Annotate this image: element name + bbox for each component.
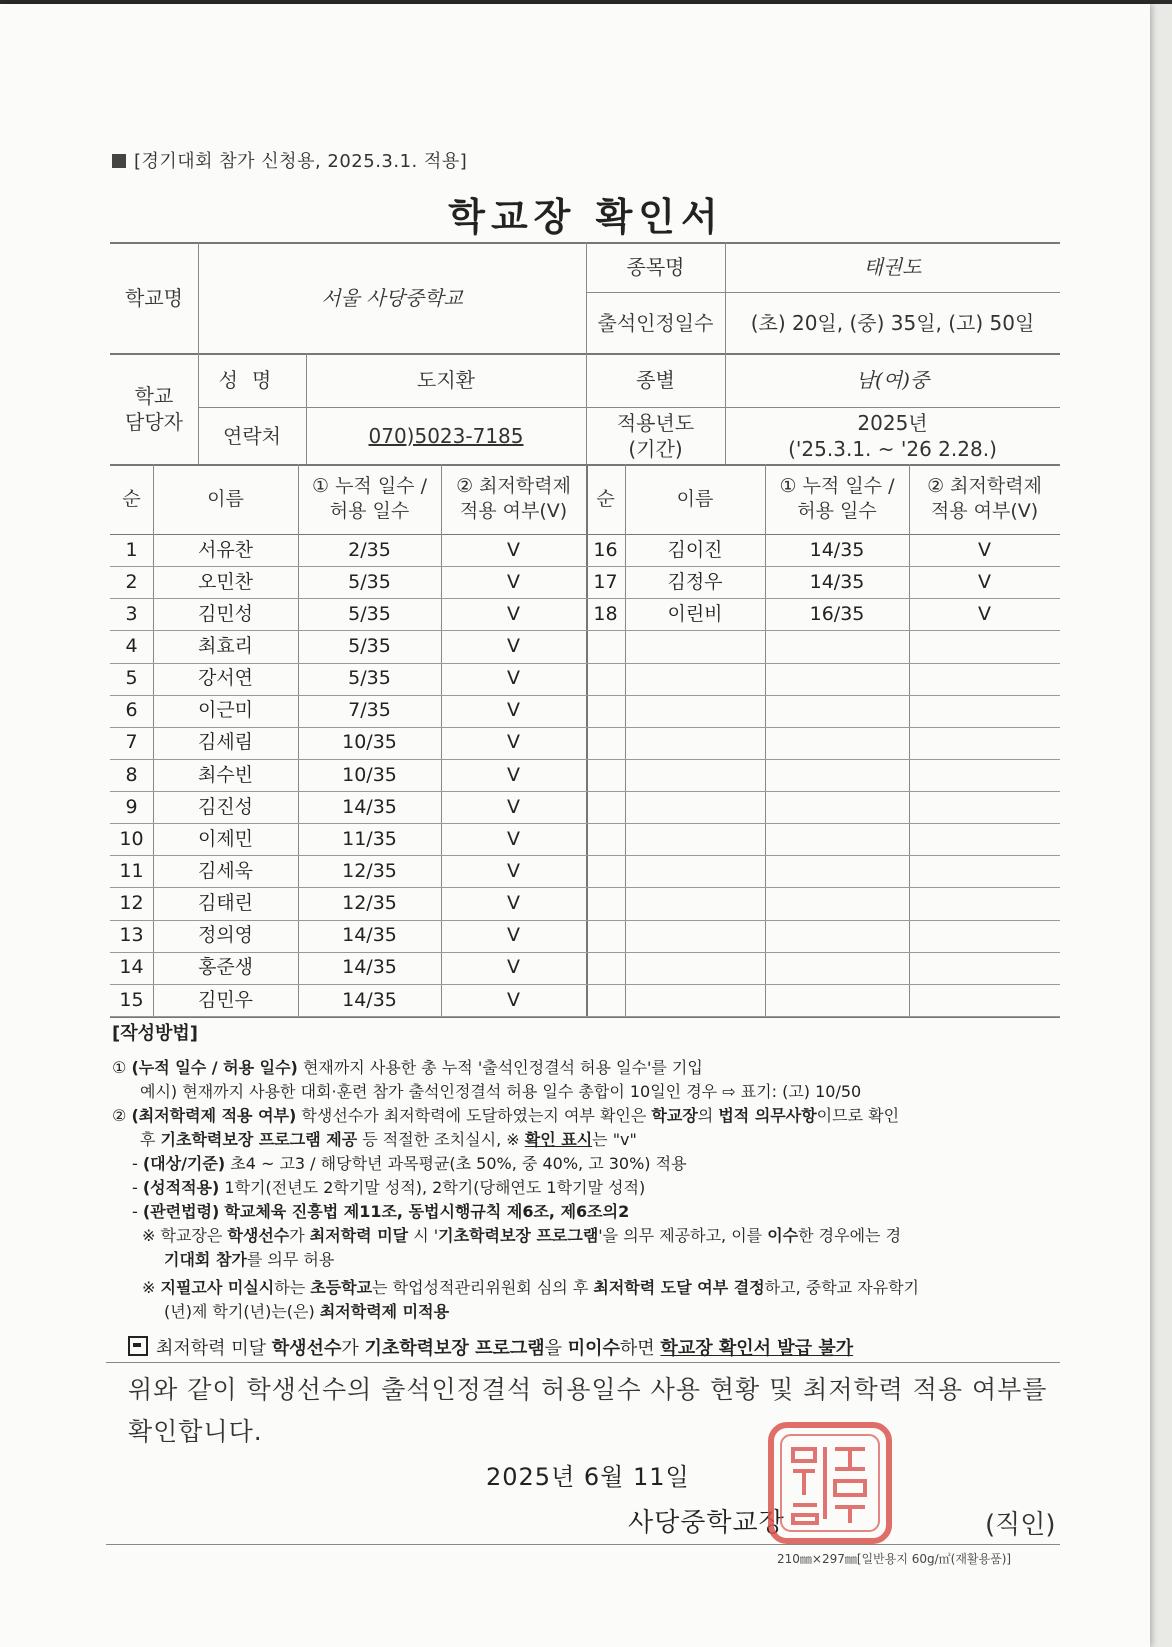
row-days [765,855,909,887]
note-exam-b4: 최저학력제 미적용 [319,1302,450,1321]
note-law-text: 학교체육 진흥법 제11조, 동법시행규칙 제6조, 제6조의2 [224,1202,630,1221]
note-2-bold-3: 기초학력보장 프로그램 제공 [160,1130,358,1149]
warn-b: 가 [341,1338,365,1359]
note-2-text-d: 후 [140,1130,161,1149]
category-value: 남(여)중 [855,368,930,392]
row-days [765,823,909,855]
row-check: V [507,988,520,1011]
col-no-header-right: 순 [596,487,615,510]
row-check [909,759,1060,791]
row-name: 서유찬 [197,538,254,561]
row-name [625,791,765,823]
issue-date: 2025년 6월 11일 [486,1463,690,1491]
note-exam-cont [112,1300,1112,1324]
row-check: V [507,763,520,786]
row-check: V [978,602,991,625]
row-no [586,823,625,855]
row-days: 11/35 [342,827,397,850]
note-1: ① (누적 일수 / 허용 일수) 현재까지 사용한 총 누적 '출석인정결석 허용 일수'를 기입 [112,1058,703,1077]
row-days: 5/35 [348,667,391,690]
note-principal-b: 가 [289,1226,310,1245]
row-check: V [507,570,520,593]
row-days: 12/35 [342,860,397,883]
note-1-bold: (누적 일수 / 허용 일수) [131,1058,298,1077]
contact-value: 070)5023-7185 [368,423,524,448]
row-name [625,887,765,919]
row-check: V [507,635,520,658]
confirmation-text: 위와 같이 학생선수의 출석인정결석 허용일수 사용 현황 및 최저학력 적용 여부를 확인합니다. [128,1375,1048,1446]
row-no: 5 [125,667,138,690]
row-days: 7/35 [348,699,391,722]
note-2-bold-2: 법적 의무사항 [718,1106,817,1125]
warn-c: 을 [544,1338,568,1359]
row-no [586,727,625,759]
row-name: 김이진 [667,538,723,561]
row-check [909,663,1060,695]
warn-a: 최저학력 미달 [156,1338,272,1359]
arrow-box-icon [128,1336,148,1356]
divider [106,1362,1060,1363]
manager-name-value: 도지환 [417,368,475,392]
note-principal-e: 한 경우에는 경 [798,1226,902,1245]
row-name [625,984,765,1016]
row-check: V [978,570,991,593]
note-2-bold-4: 확인 표시 [524,1130,593,1149]
row-no [586,887,625,919]
col-min-header-right [909,464,1060,534]
row-days: 5/35 [348,635,391,658]
col-min-header-right-l2: 적용 여부(V) [930,500,1039,522]
col-days-header-right-l1: ① 누적 일수 / [779,475,895,498]
row-check [909,952,1060,984]
col-no-header-left: 순 [122,487,141,510]
school-manager-label-line1: 학교 [134,383,174,408]
row-divider [586,1016,1060,1017]
row-no: 4 [125,635,138,658]
note-exam-b3: 최저학력 도달 여부 결정 [593,1278,765,1297]
warn-b3: 미이수 [567,1338,620,1359]
row-no [586,855,625,887]
row-check [909,984,1060,1016]
row-days [765,887,909,919]
col-min-header-left [441,464,586,534]
form-note-text: [경기대회 참가 신청용, 2025.3.1. 적용] [134,151,468,172]
note-grade-text: 1학기(전년도 2학기말 성적), 2학기(당해연도 1학기말 성적) [224,1178,646,1197]
sport-value: 태권도 [863,255,922,279]
row-days [765,920,909,952]
note-principal: ※ 학교장은 학생선수가 최저학력 미달 시 '기초학력보장 프로그램'을 의무 제공하고, 이를 이수한 경우에는 경 [142,1226,902,1245]
note-exam-b: 는 학업성적관리위원회 심의 후 [372,1278,594,1297]
form-note [112,147,467,173]
applied-year-label [586,407,725,464]
col-days-header-right-l2: 허용 일수 [797,500,877,522]
row-check: V [507,538,520,561]
note-principal-b2: 최저학력 미달 [309,1226,409,1245]
note-principal-b5: 기대회 참가 [164,1250,247,1269]
row-name: 김진성 [197,795,254,818]
row-name [625,952,765,984]
row-name: 김세욱 [197,860,254,883]
col-name-header-right: 이름 [676,487,714,510]
row-days [765,759,909,791]
row-no [586,759,625,791]
row-no: 11 [119,860,144,883]
row-name: 이린비 [667,602,723,625]
note-2-text-a: 학생선수가 최저학력에 도달하였는지 여부 확인은 [301,1106,652,1125]
row-no: 1 [125,538,138,561]
note-2-text-f: 는 "v" [592,1130,637,1149]
applied-year-label-line2: (기간) [628,436,683,461]
note-exam-b2: 초등학교 [310,1278,373,1297]
note-principal-b4: 이수 [767,1226,799,1245]
principal-name: 사당중학교장 [628,1508,785,1538]
issuance-warning [128,1334,853,1360]
row-check [909,695,1060,727]
row-name: 김태린 [197,892,254,915]
name-label: 성명 [218,368,286,392]
contact-label: 연락처 [223,423,281,448]
row-check [909,630,1060,662]
note-exam: ※ 지필고사 미실시하는 초등학교는 학업성적관리위원회 심의 후 최저학력 도달 여부 결정하고, 중학교 자유학기 [142,1278,920,1297]
row-name: 이근미 [197,699,254,722]
row-no [586,695,625,727]
note-principal-cont [112,1248,1112,1272]
col-days-header-right [765,464,909,534]
note-principal-c: 시 ' [408,1226,439,1245]
warn-b1: 학생선수 [271,1338,342,1359]
row-no [586,920,625,952]
row-no: 2 [125,570,138,593]
note-target-bold: (대상/기준) [142,1154,226,1173]
row-no: 3 [125,602,138,625]
row-days: 14/35 [809,538,865,561]
row-check: V [507,602,520,625]
note-2-text-b: 의 [697,1106,719,1125]
note-exam-d: (년)제 학기(년)는(은) [164,1302,320,1321]
row-no [586,630,625,662]
row-no: 14 [119,956,144,979]
row-name: 김민성 [197,602,254,625]
row-check [909,855,1060,887]
note-2-bold-1: 학교장 [651,1106,698,1125]
note-1-text: 현재까지 사용한 총 누적 '출석인정결석 허용 일수'를 기입 [302,1058,703,1077]
note-target: - (대상/기준) 초4 ~ 고3 / 해당학년 과목평균(초 50%, 중 40%, 고 30%) 적용 [132,1154,687,1173]
row-name: 강서연 [197,667,254,690]
row-name: 이제민 [197,827,254,850]
row-name: 정의영 [197,924,254,947]
warn-d: 하면 [619,1338,661,1359]
sport-label: 종목명 [626,255,685,279]
note-2-text-e: 등 적절한 조치실시, ※ [357,1130,525,1149]
row-check: V [507,795,520,818]
row-no: 9 [125,795,138,818]
row-check: V [507,667,520,690]
row-check: V [507,924,520,947]
note-grade-bold: (성적적용) [142,1178,220,1197]
row-days: 2/35 [348,538,391,561]
row-no: 12 [119,892,144,915]
note-principal-b1: 학생선수 [227,1226,290,1245]
row-no [586,791,625,823]
document-sheet [0,4,1150,1647]
row-name [625,695,765,727]
paper-spec: 210㎜×297㎜[일반용지 60g/㎡(재활용품)] [777,1552,1012,1566]
row-name: 최수빈 [197,763,254,786]
row-no: 6 [125,699,138,722]
col-days-header-left-l2: 허용 일수 [329,500,410,522]
applied-year-value [725,407,1060,464]
square-bullet-icon [112,154,126,168]
row-check: V [507,956,520,979]
note-principal-b3: 기초학력보장 프로그램 [438,1226,599,1245]
school-manager-label [110,353,198,464]
row-days [765,984,909,1016]
row-days [765,952,909,984]
row-days: 12/35 [342,892,397,915]
instructions [112,1022,1112,1324]
applied-year-label-line1: 적용년도 [616,410,695,435]
note-exam-a: 하는 [274,1278,311,1297]
row-name: 김세림 [197,731,254,754]
note-principal-f: 를 의무 허용 [246,1250,335,1269]
note-exam-c: 하고, 중학교 자유학기 [764,1278,920,1297]
row-days: 5/35 [348,602,391,625]
row-no [586,952,625,984]
row-days: 14/35 [342,795,397,818]
applied-year-value-period: ('25.3.1. ~ '26 2.28.) [788,436,997,461]
note-grade: - (성적적용) 1학기(전년도 2학기말 성적), 2학기(당해연도 1학기말 성적) [132,1178,646,1197]
row-days: 5/35 [348,570,391,593]
row-name [625,823,765,855]
note-2-bold: (최저학력제 적용 여부) [131,1106,297,1125]
note-exam-b1: 지필고사 미실시 [160,1278,275,1297]
row-name: 김민우 [197,988,254,1011]
note-law: - (관련법령) 학교체육 진흥법 제11조, 동법시행규칙 제6조, 제6조의2 [132,1202,630,1221]
row-days: 14/35 [342,924,397,947]
row-check [909,791,1060,823]
row-name [625,727,765,759]
note-2-cont [112,1128,1112,1152]
row-days: 14/35 [342,956,397,979]
document-title: 학교장 확인서 [448,195,724,239]
row-days [765,727,909,759]
row-check: V [507,860,520,883]
row-days: 10/35 [342,763,397,786]
warn-b2: 기초학력보장 프로그램 [364,1338,545,1359]
note-target-text: 초4 ~ 고3 / 해당학년 과목평균(초 50%, 중 40%, 고 30%) 적용 [230,1154,687,1173]
row-check: V [978,538,991,561]
row-check [909,887,1060,919]
row-no [586,663,625,695]
row-check: V [507,731,520,754]
row-no: 7 [125,731,138,754]
row-no: 16 [593,538,618,561]
row-name [625,630,765,662]
row-no: 15 [119,988,144,1011]
row-check: V [507,699,520,722]
row-no: 8 [125,763,138,786]
row-check: V [507,892,520,915]
row-check [909,823,1060,855]
row-name [625,855,765,887]
row-no: 10 [119,827,144,850]
row-no: 17 [593,570,618,593]
row-days [765,630,909,662]
row-name [625,663,765,695]
row-name [625,920,765,952]
col-min-header-left-l1: ② 최저학력제 [456,475,571,498]
col-days-header-left [298,464,441,534]
row-check [909,920,1060,952]
row-no: 13 [119,924,144,947]
warn-b4: 학교장 확인서 발급 불가 [660,1338,854,1359]
school-manager-label-line2: 담당자 [125,409,183,434]
note-principal-a: 학교장은 [160,1226,228,1245]
row-days: 14/35 [342,988,397,1011]
attendance-days-value: (초) 20일, (중) 35일, (고) 50일 [750,310,1035,335]
note-2: ② (최저학력제 적용 여부) 학생선수가 최저학력에 도달하였는지 여부 확인은 학교장의 법적 의무사항이므로 확인 [112,1106,900,1125]
row-name: 최효리 [197,635,254,658]
col-min-header-right-l1: ② 최저학력제 [927,475,1042,498]
row-check [909,727,1060,759]
row-days: 16/35 [809,602,865,625]
row-no [586,984,625,1016]
row-name: 오민찬 [197,570,254,593]
col-name-header-left: 이름 [207,487,244,510]
row-days: 10/35 [342,731,397,754]
row-name [625,759,765,791]
instructions-heading: [작성방법] [112,1023,199,1044]
attendance-days-label: 출석인정일수 [597,310,714,335]
row-days [765,695,909,727]
row-name: 김정우 [667,570,723,593]
applied-year-value-year: 2025년 [857,410,928,435]
col-days-header-left-l1: ① 누적 일수 / [312,475,427,498]
row-days: 14/35 [809,570,865,593]
note-2-text-c: 이므로 확인 [816,1106,900,1125]
row-days [765,791,909,823]
school-name-label: 학교명 [125,285,183,310]
school-seal-icon [765,1419,895,1547]
seal-label: (직인) [985,1510,1056,1540]
category-label: 종별 [636,368,675,392]
row-no: 18 [593,602,618,625]
row-name: 홍준생 [197,956,254,979]
row-days [765,663,909,695]
bottom-divider [106,1544,1060,1545]
col-min-header-left-l2: 적용 여부(V) [459,500,568,522]
school-name-value: 서울 사당중학교 [321,285,463,310]
note-law-bold: (관련법령) [142,1202,220,1221]
row-check: V [507,827,520,850]
note-principal-d: '을 의무 제공하고, 이를 [598,1226,768,1245]
note-1-example: 예시) 현재까지 사용한 대회·훈련 참가 출석인정결석 허용 일수 총합이 10일인 경우 ⇨ 표기: (고) 10/50 [140,1082,862,1101]
row-divider [110,1016,586,1017]
